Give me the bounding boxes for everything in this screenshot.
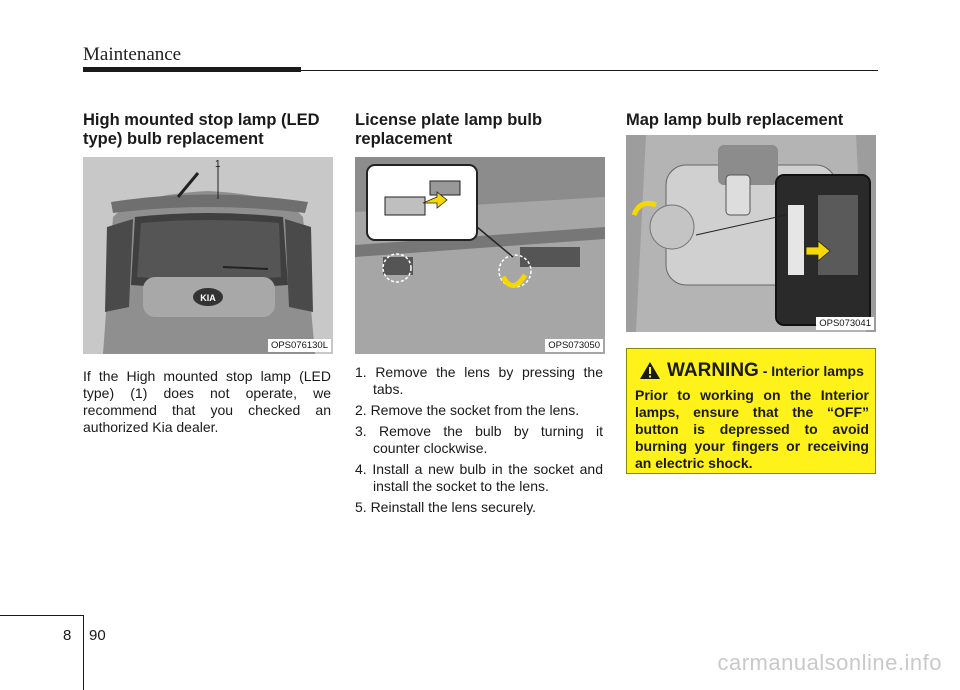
chapter-number: 8	[63, 627, 72, 644]
svg-text:KIA: KIA	[200, 293, 216, 303]
step-item: 1. Remove the lens by pressing the tabs.	[355, 364, 603, 397]
footer-hline	[0, 615, 83, 616]
header-rule-thick	[83, 67, 301, 72]
figure-map-lamp	[626, 135, 876, 332]
license-lamp-illustration	[355, 157, 605, 354]
callout-number: 1	[215, 159, 221, 170]
step-item: 4. Install a new bulb in the socket and install the socket to the lens.	[355, 461, 603, 494]
page-number: 90	[89, 627, 106, 644]
section-heading-license-lamp: License plate lamp bulb replacement	[355, 111, 543, 148]
step-item: 2. Remove the socket from the lens.	[355, 402, 580, 418]
warning-triangle-icon	[639, 361, 661, 380]
warning-text: Prior to working on the Interior lamps, ensure that the “OFF” button is depressed to avoid burning your fingers or receiving an electric shock.	[635, 387, 869, 471]
warning-box	[626, 348, 876, 474]
header-rule-thin	[301, 70, 878, 71]
section-heading-map-lamp: Map lamp bulb replacement	[626, 111, 844, 129]
step-item: 5. Reinstall the lens securely.	[355, 499, 537, 515]
figure-code-label: OPS073041	[816, 317, 874, 330]
license-lamp-steps	[355, 364, 603, 520]
step-item: 3. Remove the bulb by turning it counter clockwise.	[355, 423, 603, 456]
warning-subtitle: - Interior lamps	[758, 363, 864, 379]
watermark-text: carmanualsonline.info	[717, 650, 942, 675]
figure-code-label: OPS076130L	[268, 339, 331, 352]
page-header-title: Maintenance	[83, 44, 182, 65]
figure-stop-lamp	[83, 157, 333, 354]
map-lamp-illustration	[626, 135, 876, 332]
section-heading-stop-lamp: High mounted stop lamp (LED type) bulb replacement	[83, 111, 320, 148]
car-rear-illustration	[83, 157, 333, 354]
figure-license-lamp	[355, 157, 605, 354]
warning-title: WARNING	[667, 360, 759, 381]
footer-vline	[83, 615, 84, 690]
stop-lamp-body-text: If the High mounted stop lamp (LED type) (1) does not operate, we recommend that you checked an authorized Kia dealer.	[83, 368, 331, 435]
figure-code-label: OPS073050	[545, 339, 603, 352]
